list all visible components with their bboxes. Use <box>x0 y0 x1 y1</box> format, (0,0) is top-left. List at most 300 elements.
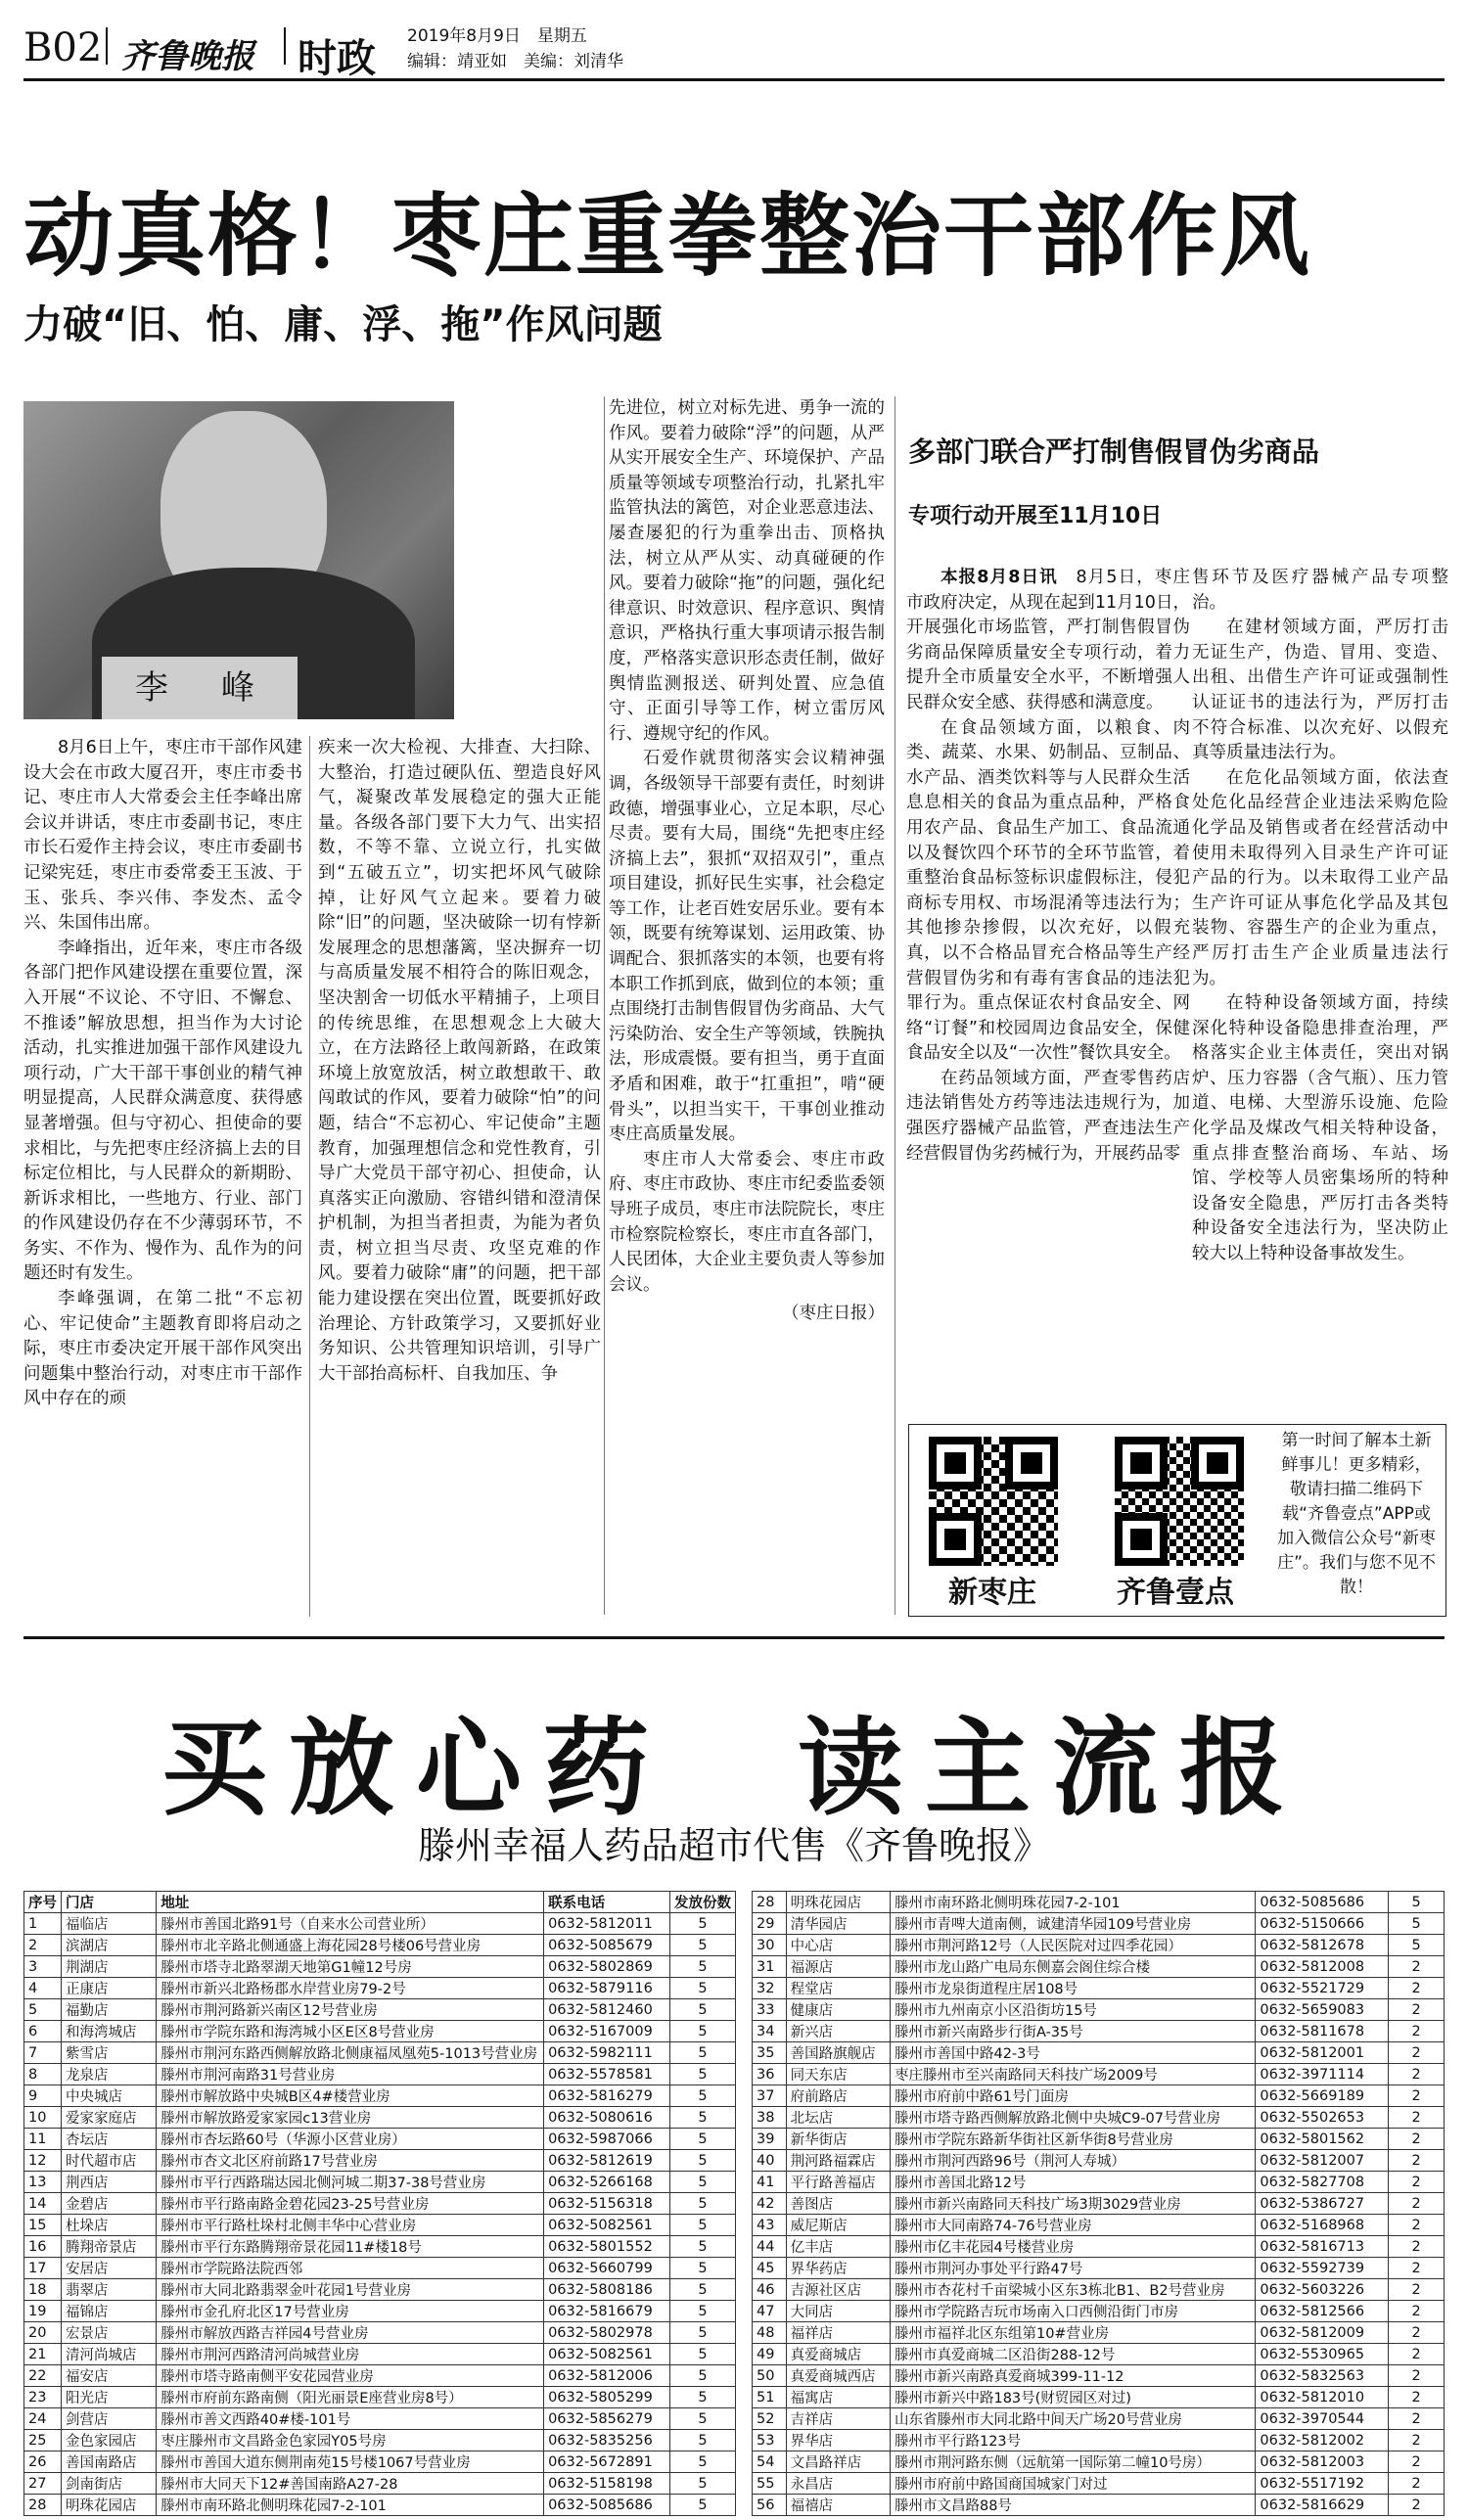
table-cell: 0632-5082561 <box>544 2344 670 2365</box>
table-cell: 2 <box>1389 2150 1445 2172</box>
table-cell: 40 <box>753 2150 787 2172</box>
table-cell: 滕州市善文西路40#楼-101号 <box>157 2408 544 2430</box>
table-cell: 滕州市北辛路北侧通盛上海花园28号楼06号营业房 <box>157 1935 544 1956</box>
table-row <box>24 2150 736 2172</box>
side-column-1 <box>906 566 1190 1167</box>
table-cell: 福锦店 <box>62 2301 157 2322</box>
masthead-meta <box>407 23 623 74</box>
table-cell: 滕州市青啤大道南侧，诚建清华园109号营业房 <box>890 1913 1255 1935</box>
table-row <box>753 2042 1445 2064</box>
table-cell: 5 <box>669 2344 735 2365</box>
paper-logo: 齐鲁晚报 <box>121 37 254 76</box>
table-cell: 5 <box>1389 1935 1445 1956</box>
table-cell: 0632-5578581 <box>544 2064 670 2085</box>
table-cell: 2 <box>1389 2408 1445 2430</box>
table-cell: 0632-5816713 <box>1256 2236 1389 2258</box>
table-cell: 善国路旗舰店 <box>786 2042 890 2064</box>
table-cell: 3 <box>24 1956 62 1978</box>
table-cell: 47 <box>753 2301 787 2322</box>
table-cell: 滕州市平行路南路金碧花园23-25号营业房 <box>157 2193 544 2215</box>
table-cell: 滕州市荆河南路31号营业房 <box>157 2064 544 2085</box>
article-paragraph: 枣庄市人大常委会、枣庄市政府、枣庄市政协、枣庄市纪委监委领导班子成员，枣庄市法院院长，枣庄市检察院检察长，枣庄市直各部门，人民团体，大企业主要负责人等参加会议。 <box>609 1149 885 1295</box>
table-cell: 45 <box>753 2258 787 2279</box>
table-cell: 55 <box>753 2473 787 2495</box>
table-cell: 滕州市新兴南路同天科技广场3期3029营业房 <box>890 2193 1255 2215</box>
table-cell: 山东省滕州市大同北路中间天广场20号营业房 <box>890 2408 1255 2430</box>
table-cell: 20 <box>24 2322 62 2344</box>
table-cell: 42 <box>753 2193 787 2215</box>
table-header: 序号 <box>24 1892 62 1913</box>
table-cell: 2 <box>1389 2085 1445 2107</box>
article-paragraph: 8月6日上午，枣庄市干部作风建设大会在市政大厦召开，枣庄市委书记、枣庄市人大常委会主任李峰出席会议并讲话，枣庄市委副书记，枣庄市长石爱作主持会议，枣庄市委副书记梁宪廷，枣庄市委常委王玉波、于玉、张兵、李兴伟、李发杰、孟令兴、朱国伟出席。 <box>23 738 302 934</box>
table-cell: 4 <box>24 1978 62 1999</box>
table-row <box>753 2258 1445 2279</box>
table-cell: 41 <box>753 2172 787 2193</box>
table-cell: 1 <box>24 1913 62 1935</box>
table-cell: 0632-5811678 <box>1256 2021 1389 2042</box>
table-cell: 福寓店 <box>786 2387 890 2408</box>
table-cell: 18 <box>24 2279 62 2301</box>
article-paragraph: 李峰指出，近年来，枣庄市各级各部门把作风建设摆在重要位置，深入开展“不议论、不守旧、不懈怠、不推诿”解放思想，担当作为大讨论活动，扎实推进加强干部作风建设九项行动，广大干部干事创业的精气神明显提高，人民群众满意度、获得感显著增强。但与守初心、担使命的要求相比，与先把枣庄经济搞上去的目标定位相比，与人民群众的新期盼、新诉求相比，一些地方、行业、部门的作风建设仍存在不少薄弱环节，不务实、不作为、慢作为、乱作为的问题还时有发生。 <box>23 938 302 1284</box>
table-cell: 17 <box>24 2258 62 2279</box>
table-cell: 15 <box>24 2215 62 2236</box>
table-cell: 吉祥店 <box>786 2408 890 2430</box>
table-cell: 大同店 <box>786 2301 890 2322</box>
table-cell: 2 <box>1389 1978 1445 1999</box>
table-cell: 2 <box>1389 1999 1445 2021</box>
table-cell: 2 <box>1389 2193 1445 2215</box>
table-cell: 0632-5266168 <box>544 2172 670 2193</box>
table-cell: 19 <box>24 2301 62 2322</box>
table-cell: 滕州市杏花村千亩梁城小区东3栋北B1、B2号营业房 <box>890 2279 1255 2301</box>
table-row <box>24 1978 736 1999</box>
table-row <box>753 2236 1445 2258</box>
table-cell: 0632-5085686 <box>544 2495 670 2516</box>
table-header: 联系电话 <box>544 1892 670 1913</box>
table-cell: 5 <box>669 2236 735 2258</box>
table-cell: 5 <box>669 2387 735 2408</box>
table-cell: 正康店 <box>62 1978 157 1999</box>
table-cell: 滕州市大同北路翡翠金叶花园1号营业房 <box>157 2279 544 2301</box>
table-cell: 0632-5672891 <box>544 2451 670 2473</box>
table-cell: 0632-5156318 <box>544 2193 670 2215</box>
table-cell: 5 <box>669 2279 735 2301</box>
table-cell: 平行路善福店 <box>786 2172 890 2193</box>
table-cell: 滕州市善国北路12号 <box>890 2172 1255 2193</box>
table-cell: 滕州市荆河西路清河尚城营业房 <box>157 2344 544 2365</box>
table-cell: 福禧店 <box>786 2495 890 2516</box>
table-cell: 2 <box>1389 2451 1445 2473</box>
table-row <box>24 2408 736 2430</box>
table-row <box>24 2193 736 2215</box>
editor-line: 编辑：靖亚如 美编：刘清华 <box>407 52 623 71</box>
article-paragraph: 在特种设备领域方面，持续深化特种设备隐患排查治理，严格落实企业主体责任，突出对锅炉、压力容器（含气瓶）、压力管道、电梯、大型游乐设施、危险化学品及煤改气相关特种设备，重点排查整治商场、车站、场馆、学校等人员密集场所的特种设备安全隐患，严厉打击各类特种设备安全违法行为，坚决防止较大以上特种设备事故发生。 <box>1192 993 1448 1264</box>
table-cell: 2 <box>1389 2387 1445 2408</box>
table-cell: 2 <box>1389 2495 1445 2516</box>
table-cell: 13 <box>24 2172 62 2193</box>
table-cell: 7 <box>24 2042 62 2064</box>
table-cell: 滕州市杏文北区府前路17号营业房 <box>157 2150 544 2172</box>
table-row <box>24 2365 736 2387</box>
table-cell: 0632-5812566 <box>1256 2301 1389 2322</box>
article-paragraph: 石爱作就贯彻落实会议精神强调，各级领导干部要有责任，时刻讲政德，增强事业心，立足本职，尽心尽责。要有大局，围绕“先把枣庄经济搞上去”，狠抓“双招双引”，重点项目建设，抓好民生实事，社会稳定等工作，让老百姓安居乐业。要有本领，既要有统筹谋划、运用政策、协调配合、狠抓落实的本领，也要有将本职工作抓到底，做到位的本领；重点围绕打击制售假冒伪劣商品、大气污染防治、安全生产等领域，铁腕执法，形成震慑。要有担当，勇于直面矛盾和困难，敢于“扛重担”，啃“硬骨头”，以担当实干，干事创业推动枣庄高质量发展。 <box>609 749 885 1145</box>
table-cell: 紫雪店 <box>62 2042 157 2064</box>
table-cell: 31 <box>753 1956 787 1978</box>
table-cell: 5 <box>669 1999 735 2021</box>
table-cell: 龙泉店 <box>62 2064 157 2085</box>
promo-slogan: 买放心药 读主流报 <box>161 1707 1307 1830</box>
table-cell: 0632-5827708 <box>1256 2172 1389 2193</box>
table-row <box>24 2258 736 2279</box>
table-cell: 新兴店 <box>786 2021 890 2042</box>
table-cell: 30 <box>753 1935 787 1956</box>
table-cell: 滨湖店 <box>62 1935 157 1956</box>
table-cell: 永昌店 <box>786 2473 890 2495</box>
table-row <box>753 2408 1445 2430</box>
table-row <box>753 2150 1445 2172</box>
table-row <box>24 2107 736 2129</box>
article-paragraph: 李峰强调，在第二批“不忘初心、牢记使命”主题教育即将启动之际，枣庄市委决定开展干部作风突出问题集中整治行动，对枣庄市干部作风中存在的顽 <box>23 1289 302 1409</box>
table-cell: 吉源社区店 <box>786 2279 890 2301</box>
table-cell: 滕州市龙泉街道程庄居108号 <box>890 1978 1255 1999</box>
table-row <box>753 2495 1445 2516</box>
table-cell: 22 <box>24 2365 62 2387</box>
table-row <box>24 2215 736 2236</box>
table-cell: 滕州市平行东路腾翔帝景花园11#楼18号 <box>157 2236 544 2258</box>
table-cell: 46 <box>753 2279 787 2301</box>
table-cell: 28 <box>753 1892 787 1913</box>
table-cell: 福临店 <box>62 1913 157 1935</box>
table-cell: 2 <box>1389 2322 1445 2344</box>
table-cell: 5 <box>669 2172 735 2193</box>
table-row <box>24 2279 736 2301</box>
masthead <box>23 20 1445 81</box>
table-cell: 37 <box>753 2085 787 2107</box>
table-cell: 0632-5659083 <box>1256 1999 1389 2021</box>
table-cell: 2 <box>1389 2473 1445 2495</box>
table-cell: 宏景店 <box>62 2322 157 2344</box>
table-cell: 5 <box>669 2150 735 2172</box>
table-cell: 滕州市亿丰花园4号楼营业房 <box>890 2236 1255 2258</box>
table-row <box>24 2085 736 2107</box>
table-row <box>753 2301 1445 2322</box>
table-cell: 0632-5812011 <box>544 1913 670 1935</box>
table-cell: 0632-5816679 <box>544 2301 670 2322</box>
table-cell: 10 <box>24 2107 62 2129</box>
article-column-1 <box>23 736 302 1412</box>
table-cell: 滕州市府前东路南侧（阳光丽景E座营业房8号） <box>157 2387 544 2408</box>
table-cell: 滕州市荆河路新兴南区12号营业房 <box>157 1999 544 2021</box>
table-cell: 5 <box>669 1935 735 1956</box>
table-cell: 福祥店 <box>786 2322 890 2344</box>
table-cell: 0632-3971114 <box>1256 2064 1389 2085</box>
table-cell: 0632-5802869 <box>544 1956 670 1978</box>
section-divider <box>23 1636 1445 1639</box>
table-row <box>24 2236 736 2258</box>
table-cell: 35 <box>753 2042 787 2064</box>
table-row <box>753 2215 1445 2236</box>
table-cell: 0632-5669189 <box>1256 2085 1389 2107</box>
table-cell: 滕州市荆河路12号（人民医院对过四季花园） <box>890 1935 1255 1956</box>
table-cell: 滕州市南环路北侧明珠花园7-2-101 <box>157 2495 544 2516</box>
qr-code-icon[interactable] <box>1115 1437 1244 1566</box>
table-cell: 府前路店 <box>786 2085 890 2107</box>
table-cell: 中央城店 <box>62 2085 157 2107</box>
table-cell: 29 <box>753 1913 787 1935</box>
table-row <box>24 2172 736 2193</box>
table-row <box>24 2042 736 2064</box>
table-cell: 38 <box>753 2107 787 2129</box>
table-cell: 0632-5812010 <box>1256 2387 1389 2408</box>
table-cell: 剑营店 <box>62 2408 157 2430</box>
table-cell: 滕州市九州南京小区沿街坊15号 <box>890 1999 1255 2021</box>
table-cell: 0632-5801552 <box>544 2236 670 2258</box>
table-cell: 5 <box>1389 1892 1445 1913</box>
table-cell: 0632-5085686 <box>1256 1892 1389 1913</box>
table-row <box>753 2107 1445 2129</box>
table-cell: 0632-3970544 <box>1256 2408 1389 2430</box>
table-cell: 0632-5660799 <box>544 2258 670 2279</box>
table-cell: 真爱商城店 <box>786 2344 890 2365</box>
table-row <box>753 2387 1445 2408</box>
table-cell: 5 <box>669 2322 735 2344</box>
qr-label-qilu-yidian: 齐鲁壹点 <box>1117 1576 1234 1610</box>
table-cell: 5 <box>669 2021 735 2042</box>
date-line: 2019年8月9日 星期五 <box>407 26 587 46</box>
article-paragraph: 在建材领域方面，严厉打击无证生产，伪造、冒用、变造、出租、出借生产许可证或强制性认证证书的违法行为，严厉打击不符合标准、以次充好、以假充真等质量违法行为。 <box>1192 618 1448 763</box>
table-cell: 0632-5150666 <box>1256 1913 1389 1935</box>
table-cell: 0632-5812460 <box>544 1999 670 2021</box>
table-cell: 5 <box>669 2495 735 2516</box>
table-cell: 0632-5603226 <box>1256 2279 1389 2301</box>
table-cell: 5 <box>669 2408 735 2430</box>
table-cell: 杏坛店 <box>62 2129 157 2150</box>
table-cell: 0632-5856279 <box>544 2408 670 2430</box>
table-cell: 2 <box>1389 1956 1445 1978</box>
table-cell: 善国南路店 <box>62 2451 157 2473</box>
table-row <box>753 2129 1445 2150</box>
article-paragraph: 在危化品领域方面，依法查处危化品经营企业违法采购危险化学品及销售或者在经营活动中使用未取得列入目录生产许可证产品的行为。以未取得工业产品生产许可证从事危化学品及其包装物、容器生产的企业为重点，严厉打击生产企业质量违法行为。 <box>1192 767 1448 988</box>
table-cell: 新华街店 <box>786 2129 890 2150</box>
table-cell: 25 <box>24 2430 62 2451</box>
table-row <box>24 2322 736 2344</box>
table-cell: 滕州市平行路杜垛村北侧丰华中心营业房 <box>157 2215 544 2236</box>
table-cell: 金色家园店 <box>62 2430 157 2451</box>
table-cell: 滕州市大同天下12#善国南路A27-28 <box>157 2473 544 2495</box>
table-cell: 5 <box>669 2064 735 2085</box>
table-cell: 2 <box>1389 2430 1445 2451</box>
table-cell: 5 <box>669 1913 735 1935</box>
table-cell: 0632-5982111 <box>544 2042 670 2064</box>
table-cell: 28 <box>24 2495 62 2516</box>
table-cell: 滕州市龙山路广电局东侧嘉会阁住综合楼 <box>890 1956 1255 1978</box>
table-cell: 2 <box>1389 2236 1445 2258</box>
table-cell: 金碧店 <box>62 2193 157 2215</box>
qr-instructions: 第一时间了解本土新鲜事儿！更多精彩，敬请扫描二维码下载“齐鲁壹点”APP或加入微信公众号“新枣庄”。我们与您不见不散！ <box>1277 1431 1436 1597</box>
table-cell: 0632-5832563 <box>1256 2365 1389 2387</box>
table-cell: 滕州市大同南路74-76号营业房 <box>890 2215 1255 2236</box>
table-cell: 枣庄滕州市至兴南路同天科技广场2009号 <box>890 2064 1255 2085</box>
table-cell: 善图店 <box>786 2193 890 2215</box>
masthead-divider <box>284 27 286 65</box>
table-cell: 0632-5879116 <box>544 1978 670 1999</box>
table-cell: 5 <box>669 2129 735 2150</box>
store-table-left <box>23 1891 736 2516</box>
article-paragraph: 在药品领域方面，严查零售药店违法销售处方药等违法违规行为，加强医疗器械产品监管，严查违法生产经营假冒伪劣药械行为，开展药品零 <box>906 1068 1190 1164</box>
table-cell: 54 <box>753 2451 787 2473</box>
table-cell: 34 <box>753 2021 787 2042</box>
table-row <box>24 2451 736 2473</box>
table-cell: 0632-5812002 <box>1256 2430 1389 2451</box>
table-cell: 健康店 <box>786 1999 890 2021</box>
table-cell: 26 <box>24 2451 62 2473</box>
qr-code-box <box>908 1424 1446 1617</box>
table-cell: 52 <box>753 2408 787 2430</box>
article-column-3 <box>609 396 885 1327</box>
table-cell: 5 <box>669 2042 735 2064</box>
table-cell: 安居店 <box>62 2258 157 2279</box>
table-row <box>753 2365 1445 2387</box>
table-row <box>753 2172 1445 2193</box>
article-paragraph: 售环节及医疗器械产品专项整治。 <box>1192 568 1448 613</box>
table-cell: 清华园店 <box>786 1913 890 1935</box>
table-row <box>24 2021 736 2042</box>
section-name: 时政 <box>298 36 376 81</box>
column-divider <box>309 736 310 1617</box>
table-cell: 滕州市学院东路和海湾城小区E区8号营业房 <box>157 2021 544 2042</box>
table-cell: 0632-5082561 <box>544 2215 670 2236</box>
table-cell: 文昌路祥店 <box>786 2451 890 2473</box>
table-row <box>24 1935 736 1956</box>
table-cell: 12 <box>24 2150 62 2172</box>
table-cell: 27 <box>24 2473 62 2495</box>
table-cell: 2 <box>1389 2129 1445 2150</box>
table-row <box>24 2301 736 2322</box>
table-cell: 0632-5158198 <box>544 2473 670 2495</box>
table-cell: 2 <box>24 1935 62 1956</box>
table-cell: 滕州市善国北路91号（自来水公司营业所） <box>157 1913 544 1935</box>
table-cell: 剑南街店 <box>62 2473 157 2495</box>
photo-caption: 李 峰 <box>102 657 298 719</box>
table-row <box>753 2193 1445 2215</box>
table-cell: 5 <box>669 2365 735 2387</box>
table-cell: 49 <box>753 2344 787 2365</box>
table-row <box>24 2387 736 2408</box>
table-row <box>753 1956 1445 1978</box>
table-cell: 0632-5812007 <box>1256 2150 1389 2172</box>
side-story-title: 多部门联合严打制售假冒伪劣商品 <box>908 435 1320 468</box>
table-cell: 2 <box>1389 2064 1445 2085</box>
table-cell: 亿丰店 <box>786 2236 890 2258</box>
table-cell: 0632-5812009 <box>1256 2322 1389 2344</box>
table-cell: 36 <box>753 2064 787 2085</box>
table-cell: 滕州市府前中路国商国城家门对过 <box>890 2473 1255 2495</box>
table-cell: 0632-5805299 <box>544 2387 670 2408</box>
table-cell: 滕州市福祥北区东组第10#营业房 <box>890 2322 1255 2344</box>
table-cell: 滕州市南环路北侧明珠花园7-2-101 <box>890 1892 1255 1913</box>
table-cell: 14 <box>24 2193 62 2215</box>
side-story-subtitle: 专项行动开展至11月10日 <box>908 504 1163 528</box>
table-cell: 24 <box>24 2408 62 2430</box>
article-source: （枣庄日报） <box>782 1304 885 1324</box>
table-cell: 0632-5080616 <box>544 2107 670 2129</box>
table-row <box>24 2430 736 2451</box>
table-cell: 滕州市荆河东路西侧解放路北侧康福凤凰苑5-1013号营业房 <box>157 2042 544 2064</box>
table-cell: 2 <box>1389 2258 1445 2279</box>
table-row <box>753 2021 1445 2042</box>
table-cell: 滕州市金孔府北区17号营业房 <box>157 2301 544 2322</box>
table-row <box>24 2495 736 2516</box>
article-column-2 <box>318 736 601 1387</box>
table-cell: 5 <box>669 2451 735 2473</box>
table-cell: 0632-5987066 <box>544 2129 670 2150</box>
table-row <box>753 1999 1445 2021</box>
table-cell: 5 <box>669 2215 735 2236</box>
table-cell: 腾翔帝景店 <box>62 2236 157 2258</box>
table-cell: 2 <box>1389 2107 1445 2129</box>
table-cell: 滕州市学院路吉玩市场南入口西侧沿街门市房 <box>890 2301 1255 2322</box>
table-cell: 滕州市平行西路瑞达园北侧河城二期37-38号营业房 <box>157 2172 544 2193</box>
table-row <box>753 2064 1445 2085</box>
table-cell: 0632-5530965 <box>1256 2344 1389 2365</box>
table-cell: 39 <box>753 2129 787 2150</box>
table-cell: 滕州市学院东路新华街社区新华街8号营业房 <box>890 2129 1255 2150</box>
table-cell: 滕州市荆河西路96号（荆河人寿城） <box>890 2150 1255 2172</box>
table-cell: 荆河路福霖店 <box>786 2150 890 2172</box>
table-cell: 滕州市解放路中央城B区4#楼营业房 <box>157 2085 544 2107</box>
table-cell: 滕州市善国大道东侧荆南苑15号楼1067号营业房 <box>157 2451 544 2473</box>
article-subhead: 力破“旧、怕、庸、浮、拖”作风问题 <box>23 302 663 347</box>
column-divider <box>604 396 605 1615</box>
table-cell: 48 <box>753 2322 787 2344</box>
table-cell: 5 <box>669 2301 735 2322</box>
table-cell: 33 <box>753 1999 787 2021</box>
page-title: 动真格！枣庄重拳整治干部作风 <box>23 183 1312 289</box>
table-cell: 51 <box>753 2387 787 2408</box>
table-cell: 0632-5386727 <box>1256 2193 1389 2215</box>
table-cell: 福源店 <box>786 1956 890 1978</box>
table-cell: 滕州市平行路123号 <box>890 2430 1255 2451</box>
side-column-2 <box>1192 566 1448 1267</box>
table-cell: 北坛店 <box>786 2107 890 2129</box>
table-cell: 荆西店 <box>62 2172 157 2193</box>
table-cell: 界华药店 <box>786 2258 890 2279</box>
table-cell: 2 <box>1389 2344 1445 2365</box>
table-cell: 23 <box>24 2387 62 2408</box>
dateline: 本报8月8日讯 <box>940 568 1058 587</box>
qr-code-icon[interactable] <box>929 1437 1058 1566</box>
table-cell: 0632-5808186 <box>544 2279 670 2301</box>
table-row <box>24 1956 736 1978</box>
table-cell: 滕州市学院路法院西邻 <box>157 2258 544 2279</box>
table-cell: 滕州市塔寺北路翠湖天地第G1幢12号房 <box>157 1956 544 1978</box>
table-cell: 滕州市解放路爱家家园c13营业房 <box>157 2107 544 2129</box>
table-cell: 滕州市荆河路东侧（远航第一国际第二幢10号房） <box>890 2451 1255 2473</box>
table-row <box>753 2279 1445 2301</box>
table-row <box>753 1978 1445 1999</box>
table-cell: 福安店 <box>62 2365 157 2387</box>
table-cell: 滕州市新兴中路183号(财贸园区对过) <box>890 2387 1255 2408</box>
table-cell: 明珠花园店 <box>786 1892 890 1913</box>
table-cell: 真爱商城西店 <box>786 2365 890 2387</box>
table-cell: 5 <box>669 2258 735 2279</box>
table-cell: 0632-5812006 <box>544 2365 670 2387</box>
table-header: 发放份数 <box>669 1892 735 1913</box>
table-row <box>24 2064 736 2085</box>
table-row <box>753 2085 1445 2107</box>
article-paragraph: 8月5日，枣庄市政府决定，从现在起到11月10日，开展强化市场监管，严打制售假冒伪劣商品保障质量安全专项行动，着力提升全市质量安全水平，不断增强人民群众安全感、获得感和满意度。 <box>906 568 1191 712</box>
table-cell: 滕州市塔寺路南侧平安花园营业房 <box>157 2365 544 2387</box>
